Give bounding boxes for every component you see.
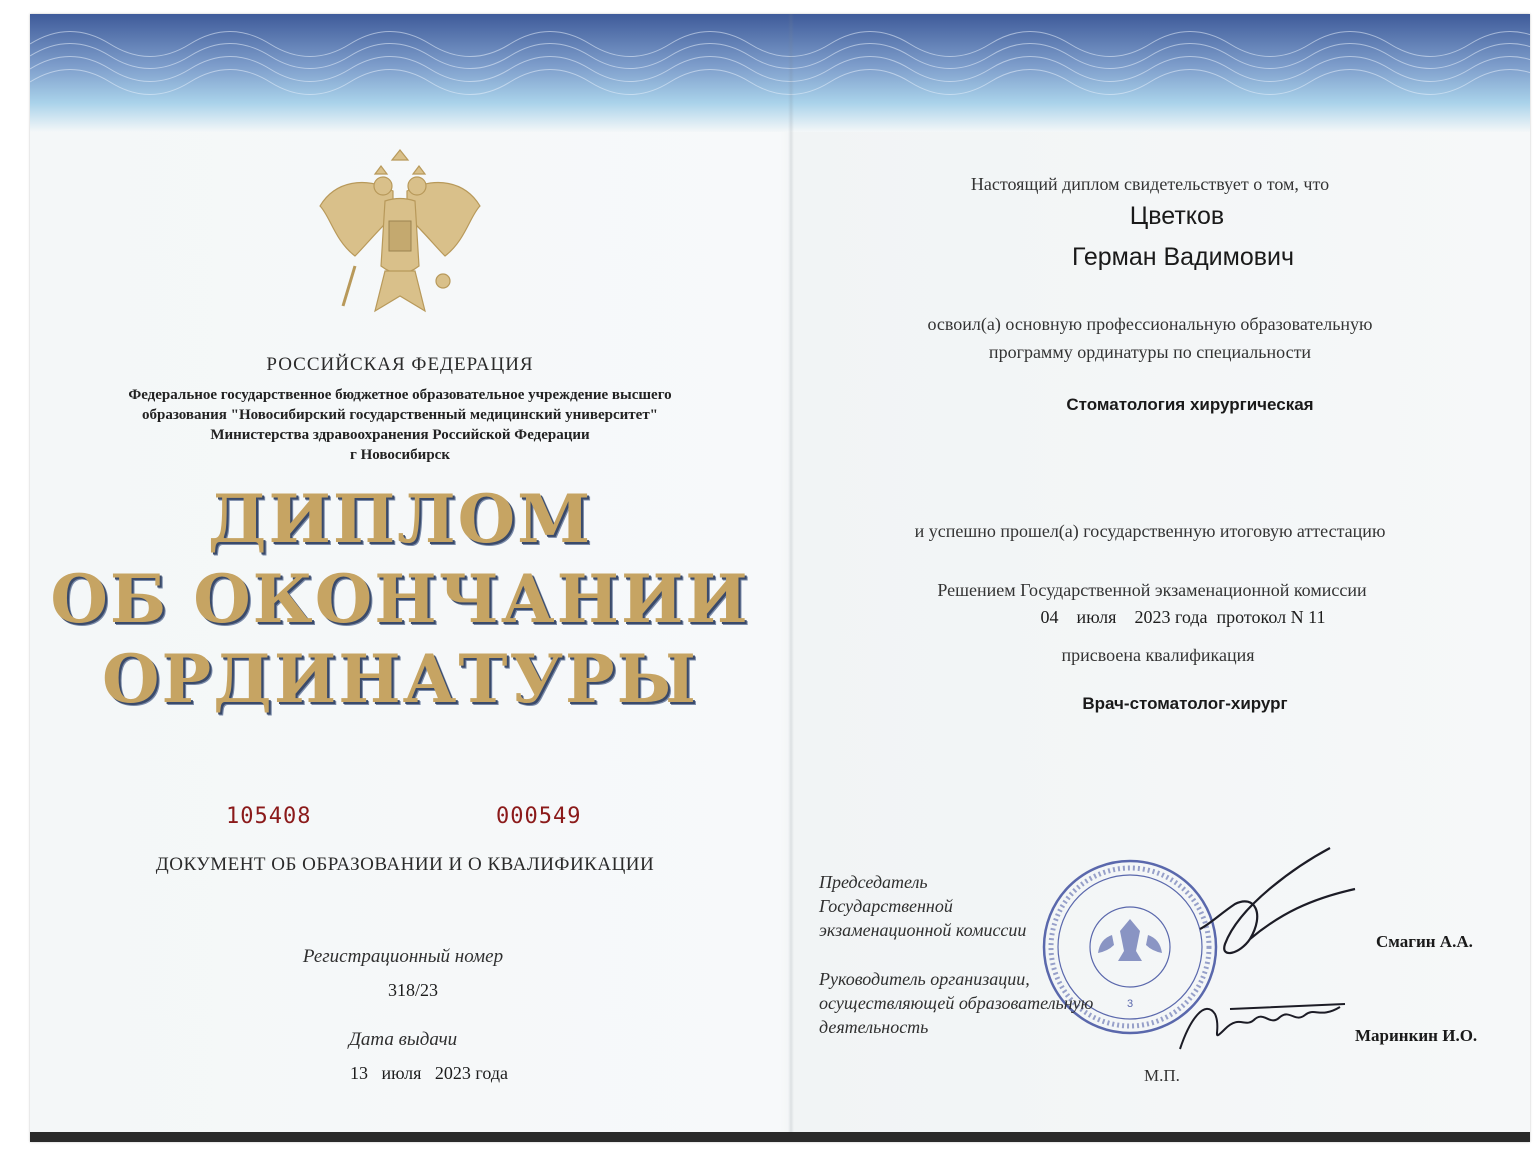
attestation-text: и успешно прошел(а) государственную итоговую аттестацию [914,521,1386,541]
chair-label-line-3: экзаменационной комиссии [819,920,1027,940]
diploma-title-line-1: ДИПЛОМ [207,480,593,558]
issue-date-label: Дата выдачи [348,1029,458,1050]
institution-line-2: образования "Новосибирский государственный медицинский университет" [141,407,659,423]
diploma-title-line-2: ОБ ОКОНЧАНИИ [50,560,750,638]
completed-line-2: программу ординатуры по специальности [988,342,1312,362]
qualification: Врач-стоматолог-хирург [1082,694,1288,713]
head-label-line-3: деятельность [819,1017,929,1037]
chair-label-line-1: Председатель [819,872,928,892]
document-type: ДОКУМЕНТ ОБ ОБРАЗОВАНИИ И О КВАЛИФИКАЦИИ [155,854,655,875]
registration-number: 318/23 [387,980,439,1000]
guilloche-band [30,14,1530,132]
diploma-spread [30,14,1530,1142]
institution-line-1: Федеральное государственное бюджетное образовательное учреждение высшего [128,387,672,403]
page-fold [788,14,794,1142]
graduate-given-names: Герман Вадимович [1071,243,1295,271]
series-number: 105408 [226,804,312,829]
graduate-surname: Цветков [1129,202,1225,230]
head-name: Маринкин И.О. [1355,1026,1478,1045]
qualification-label: присвоена квалификация [1061,645,1255,665]
head-signature [1170,989,1350,1059]
seal-place-mark: М.П. [1144,1066,1180,1085]
specialty: Стоматология хирургическая [1066,395,1314,414]
registration-label: Регистрационный номер [302,946,504,967]
commission-decision: Решением Государственной экзаменационной комиссии [937,580,1367,600]
institution-city: г Новосибирск [350,447,450,463]
certifies-text: Настоящий диплом свидетельствует о том, что [970,174,1330,194]
completed-line-1: освоил(а) основную профессиональную образовательную [927,314,1373,334]
issue-date: 13 июля 2023 года [350,1063,508,1083]
coat-of-arms-emblem [315,146,485,326]
chair-name: Смагин А.А. [1376,932,1473,951]
chair-label-line-2: Государственной [819,896,953,916]
decision-date-protocol: 04 июля 2023 года протокол N 11 [1040,607,1326,627]
bottom-edge [30,1132,1530,1142]
chair-signature [1180,844,1360,964]
country-name: РОССИЙСКАЯ ФЕДЕРАЦИЯ [266,354,534,375]
head-label-line-1: Руководитель организации, [819,969,1030,989]
diploma-title-line-3: ОРДИНАТУРЫ [102,640,698,718]
head-label-line-2: осуществляющей образовательную [819,993,1094,1013]
svg-text:3: 3 [1126,998,1134,1010]
document-number: 000549 [496,804,582,829]
institution-line-3: Министерства здравоохранения Российской Федерации [210,427,590,443]
